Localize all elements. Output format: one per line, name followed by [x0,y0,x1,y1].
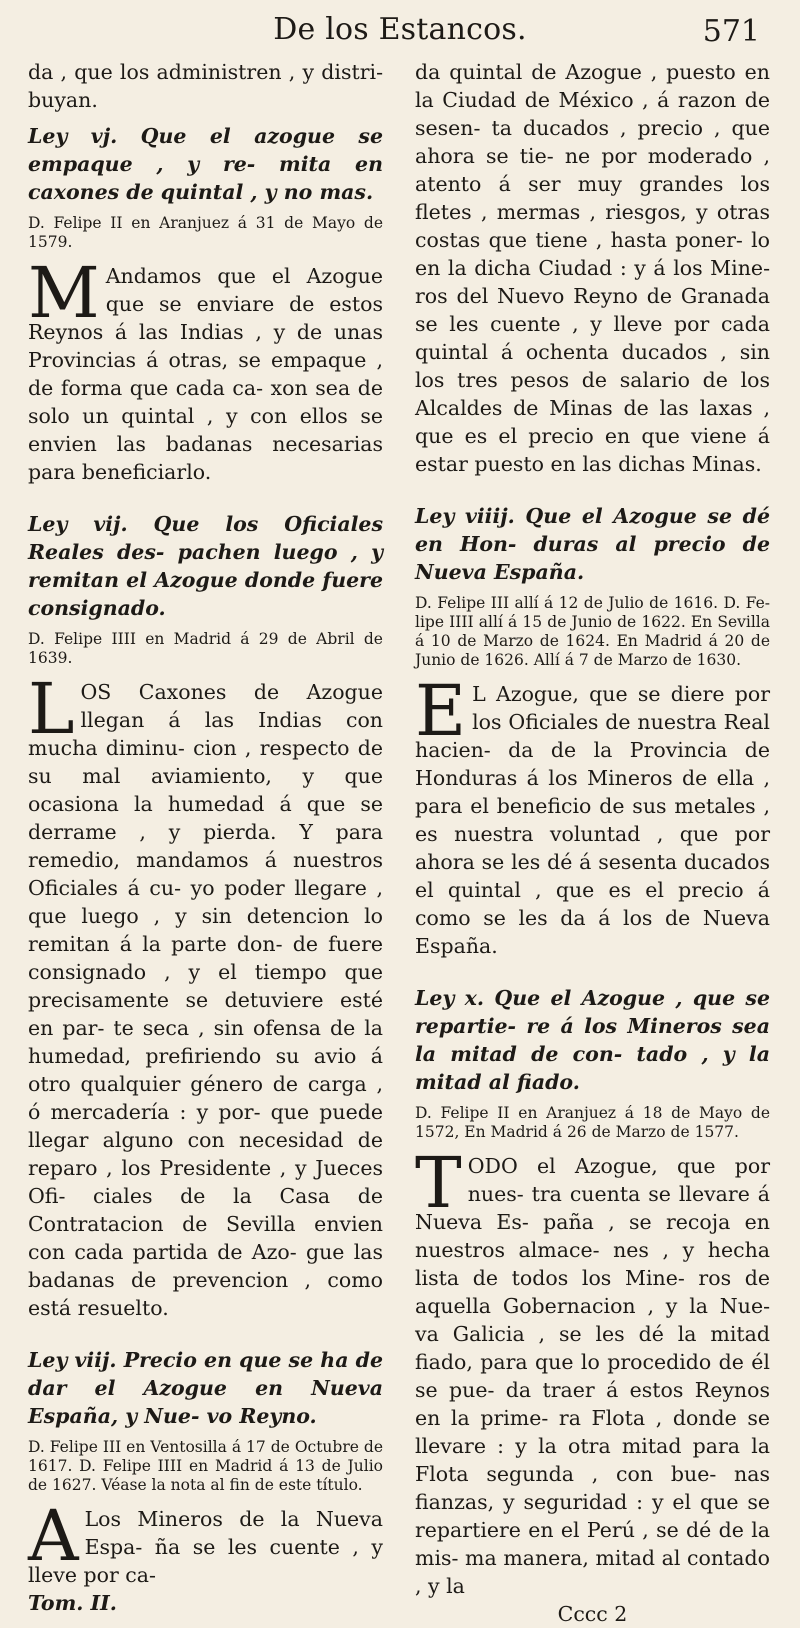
running-header [0,12,800,54]
law-9-body [415,670,770,960]
catchword: Cccc 2 [557,1602,628,1626]
law-8-body [28,1495,383,1589]
drop-cap: A [28,1495,79,1577]
drop-cap: E [415,670,467,752]
right-column [415,58,770,1628]
drop-cap: L [28,668,75,750]
page-number: 571 [702,14,760,49]
left-column [28,58,383,1617]
law-10-body [415,1142,770,1600]
law-10-heading: Ley x. Que el Azogue , que se repartie- re á los Mineros sea la mitad de con- tado , y la mitad al fiado. [415,986,770,1094]
continued-paragraph: da quintal de Azogue , puesto en la Ciudad de México , á razon de sesen- ta ducados , precio , que ahora se tie- ne por moderado , atento á ser muy grandes los fletes , mermas , riesgos, y otras costas que tiene , hasta poner- lo en la dicha Ciudad : y á los Mine- ros del Nuevo Reyno de Granada se les cuente , y lleve por cada quintal á ochenta ducados , sin los tres pesos de salario de los Alcaldes de Minas de las laxas , que es el precio en que viene á estar puesto en las dichas Minas. [415,60,770,476]
law-6-text: Andamos que el Azogue que se enviare de estos Reynos á las Indias , y de unas Provincias á otras, se empaque , de forma que cada ca- xon sea de solo un quintal , y con ellos se envien las badanas necesarias para beneficiarlo. [28,264,383,484]
volume-signature: Tom. II. [28,1591,117,1615]
law-7-heading: Ley vij. Que los Oficiales Reales des- pachen luego , y remitan el Azogue donde fuere consignado. [28,512,383,620]
law-8-text: Los Mineros de la Nueva Espa- ña se les cuente , y lleve por ca- [28,1507,383,1587]
law-7-text: OS Caxones de Azogue llegan á las Indias con mucha diminu- cion , respecto de su mal aviamiento, y que ocasiona la humedad á que se derrame , y pierda. Y para remedio, mandamos á nuestros Oficiales á cu- yo poder llegare , que luego , y sin detencion lo remitan á la parte don- de fuere consignado , y el tiempo que precisamente se detuviere esté en par- te seca , sin ofensa de la humedad, prefiriendo su avio á otro qualquier género de carga , ó mercadería : y por- que puede llegar alguno con necesidad de reparo , los Presidente , y Jueces Ofi- ciales de la Casa de Contratacion de Sevilla envien con cada partida de Azo- gue las badanas de prevencion , como está resuelto. [28,680,383,1320]
law-6-body [28,252,383,486]
drop-cap: M [28,252,100,334]
law-8-heading: Ley viij. Precio en que se ha de dar el Azogue en Nueva España, y Nue- vo Reyno. [28,1348,383,1428]
law-10-text: ODO el Azogue, que por nues- tra cuenta se llevare á Nueva Es- paña , se recoja en nuestros almace- nes , y hecha lista de todos los Mine- ros de aquella Gobernacion , y la Nue- va Galicia , se les dé la mitad fiado, para que lo procedido de él se pue- da traer á estos Reynos en la prime- ra Flota , donde se llevare : y la otra mitad para la Flota segunda , con bue- nas fianzas, y seguridad : y el que se repartiere en el Perú , se dé de la mis- ma manera, mitad al contado , y la [415,1154,770,1598]
law-6-citation: D. Felipe II en Aranjuez á 31 de Mayo de 1579. [28,214,383,251]
law-9-citation: D. Felipe III allí á 12 de Julio de 1616. D. Fe- lipe IIII allí á 15 de Junio de 1622. En Sevilla á 10 de Marzo de 1624. En Madrid á 20 de Junio de 1626. Allí á 7 de Marzo de 1630. [415,594,770,669]
law-7-body [28,668,383,1322]
running-title: De los Estancos. [273,12,527,47]
drop-cap: T [415,1142,462,1224]
law-10-citation: D. Felipe II en Aranjuez á 18 de Mayo de 1572, En Madrid á 26 de Marzo de 1577. [415,1104,770,1141]
law-9-heading: Ley viiij. Que el Azogue se dé en Hon- duras al precio de Nueva España. [415,504,770,584]
law-7-citation: D. Felipe IIII en Madrid á 29 de Abril de 1639. [28,630,383,667]
law-6-heading: Ley vj. Que el azogue se empaque , y re- mita en caxones de quintal , y no mas. [28,124,383,204]
law-9-text: L Azogue, que se diere por los Oficiales de nuestra Real hacien- da de la Provincia de Honduras á los Mineros de ella , para el beneficio de sus metales , es nuestra voluntad , que por ahora se les dé á sesenta ducados el quintal , que es el precio á como se les da á los de Nueva España. [415,682,770,958]
continued-paragraph: da , que los administren , y distri- buyan. [28,60,383,112]
law-8-citation: D. Felipe III en Ventosilla á 17 de Octubre de 1617. D. Felipe IIII en Madrid á 13 de Julio de 1627. Véase la nota al fin de este título. [28,1438,383,1494]
